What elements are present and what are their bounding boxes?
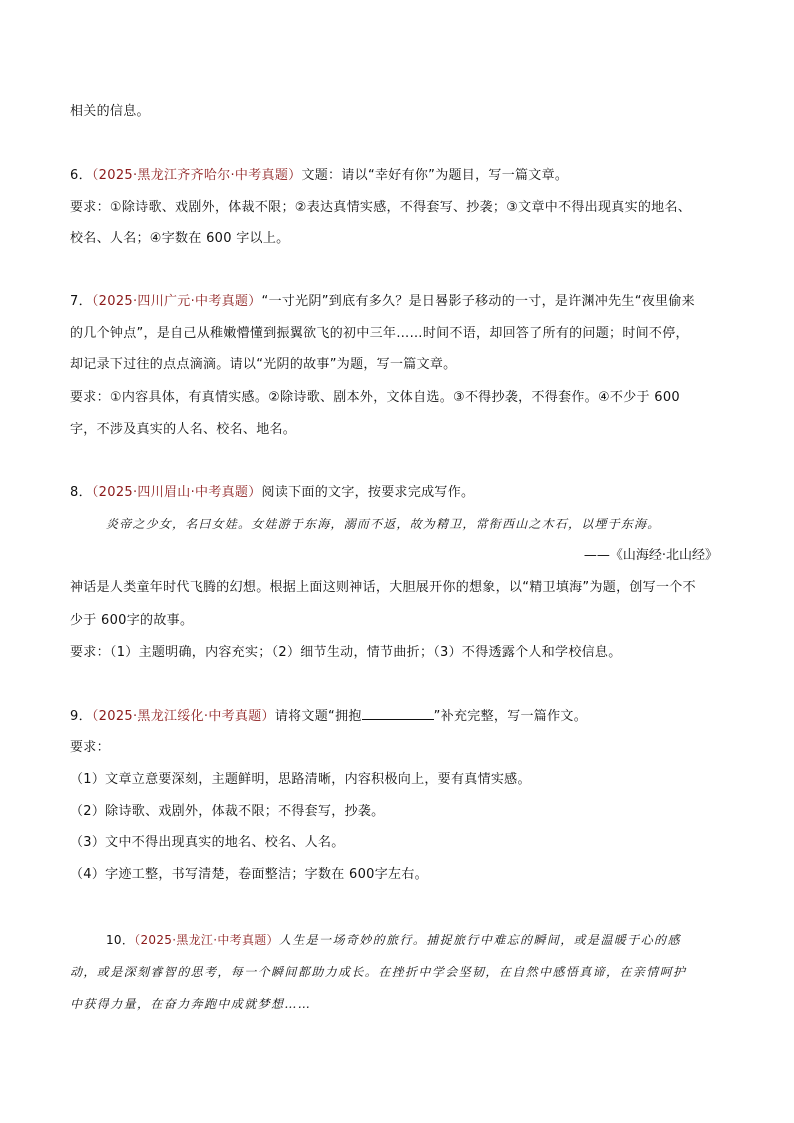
quote-attribution: ——《山海经·北山经》 [583,548,718,563]
question-6-requirements-2: 校名、人名；④字数在 600 字以上。 [70,231,290,246]
question-number: 8． [70,485,92,500]
question-number: 10． [106,933,135,947]
question-9-header [70,707,730,726]
source-label: （2025·四川眉山·中考真题） [91,485,262,500]
question-text: 人生是一场奇妙的旅行。捕捉旅行中难忘的瞬间，或是温暖于心的感 [278,933,681,947]
question-7-requirements-2: 字，不涉及真实的人名、校名、地名。 [70,422,297,437]
question-9-requirements-head: 要求： [70,740,110,755]
myth-quote: 炎帝之少女，名曰女娃。女娃游于东海，溺而不返，故为精卫，常衔西山之木石，以堙于东海。 [106,517,661,531]
source-label: （2025·黑龙江绥化·中考真题） [91,709,275,724]
source-label: （2025·四川广元·中考真题） [91,294,262,309]
intro-text: 相关的信息。 [70,104,150,119]
question-text: “一寸光阴”到底有多久？是日晷影子移动的一寸，是许渊冲先生“夜里偷来 [261,294,695,309]
question-number: 7． [70,294,92,309]
question-8-text-2: 少于 600字的故事。 [70,613,194,628]
fill-in-blank [362,707,434,720]
question-number: 6． [70,168,92,183]
question-10-text-3: 中获得力量，在奋力奔跑中成就梦想…… [70,997,312,1011]
question-9-requirement-2: （2）除诗歌、戏剧外，体裁不限；不得套写，抄袭。 [70,804,385,819]
question-7-requirements-1: 要求：①内容具体，有真情实感。②除诗歌、剧本外，文体自选。③不得抄袭，不得套作。④不少于 600 [70,390,680,405]
question-prompt-before: 请将文题“拥抱 [274,709,362,724]
question-prompt-after: ”补充完整，写一篇作文。 [433,709,588,724]
question-10-text-2: 动，或是深刻睿智的思考，每一个瞬间都助力成长。在挫折中学会坚韧，在自然中感悟真谛，在亲情呵护 [70,965,687,979]
question-9-requirement-3: （3）文中不得出现真实的地名、校名、人名。 [70,835,345,850]
question-6-header [70,167,730,185]
source-label: （2025·黑龙江·中考真题） [134,933,279,947]
question-prompt: 文题：请以“幸好有你”为题目，写一篇文章。 [301,168,569,183]
question-7-header [70,293,730,311]
source-label: （2025·黑龙江齐齐哈尔·中考真题） [91,168,302,183]
question-8-text-1: 神话是人类童年时代飞腾的幻想。根据上面这则神话，大胆展开你的想象，以“精卫填海”为题，创写一个不 [70,580,696,595]
question-number: 9． [70,709,92,724]
question-prompt: 阅读下面的文字，按要求完成写作。 [261,485,475,500]
question-6-requirements-1: 要求：①除诗歌、戏剧外，体裁不限；②表达真情实感，不得套写、抄袭；③文章中不得出现真实的地名、 [70,200,692,215]
question-8-requirements: 要求：（1）主题明确，内容充实；（2）细节生动，情节曲折；（3）不得透露个人和学校信息。 [70,645,622,660]
question-9-requirement-4: （4）字迹工整，书写清楚，卷面整洁；字数在 600字左右。 [70,867,428,882]
question-7-text-2: 的几个钟点”，是自己从稚嫩懵懂到振翼欲飞的初中三年……时间不语，却回答了所有的问题；时间不停， [70,326,689,341]
question-8-header [70,484,730,502]
question-10-header [106,931,736,949]
question-7-text-3: 却记录下过往的点点滴滴。请以“光阴的故事”为题，写一篇文章。 [70,357,457,372]
question-9-requirement-1: （1）文章立意要深刻，主题鲜明，思路清晰，内容积极向上，要有真情实感。 [70,772,531,787]
